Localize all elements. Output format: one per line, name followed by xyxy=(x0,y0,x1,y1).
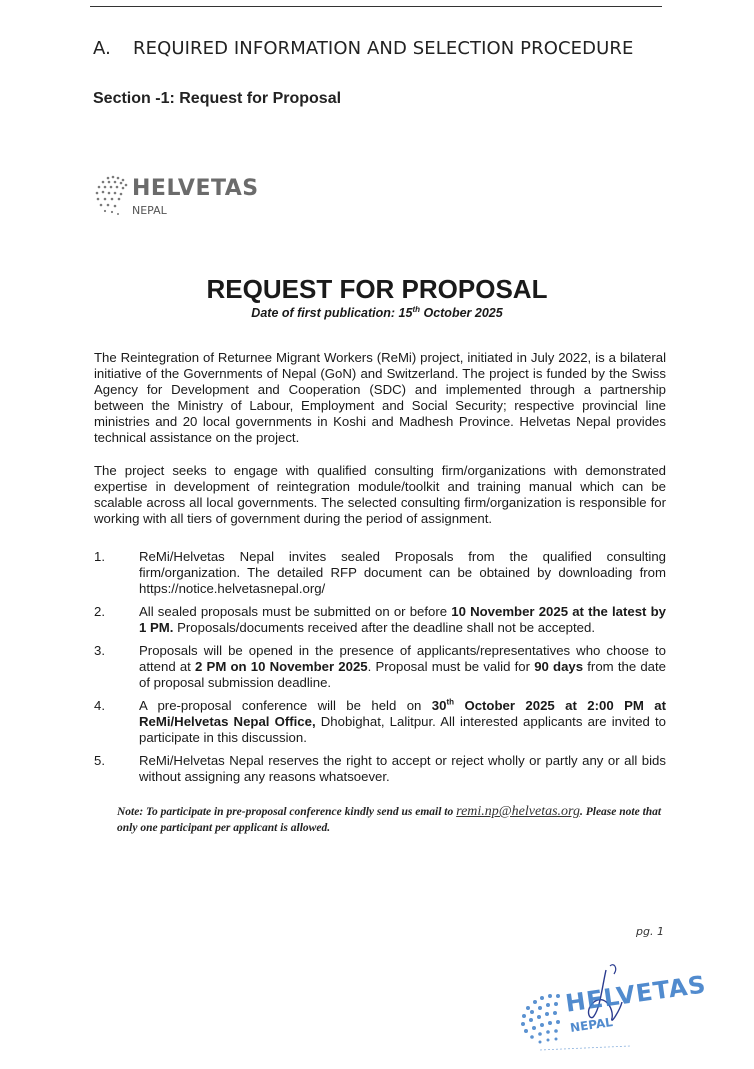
list-item xyxy=(94,643,666,691)
item-text: from the date of proposal submission deadline. xyxy=(139,659,666,690)
top-rule xyxy=(90,6,662,7)
item-text-bold: October 2025 at 2:00 PM at ReMi/Helvetas Nepal Office, xyxy=(139,698,666,729)
pubdate-suffix: October 2025 xyxy=(420,306,503,321)
item-text: ReMi/Helvetas Nepal invites sealed Proposals from the qualified consulting firm/organization. The detailed RFP document can be obtained by downloading from https://notice.helvetasnepal.org/ xyxy=(139,549,666,596)
pubdate-prefix: Date of first publication: 15 xyxy=(251,306,413,321)
globe-dots-icon xyxy=(90,172,134,218)
logo-brand-text: HELVETAS xyxy=(132,176,259,201)
item-text: Proposals/documents received after the deadline shall not be accepted. xyxy=(173,620,595,635)
item-number: 1. xyxy=(94,549,105,564)
section-a-text: REQUIRED INFORMATION AND SELECTION PROCEDURE xyxy=(133,38,634,59)
pubdate-sup: th xyxy=(412,305,420,314)
item-text: . Proposal must be valid for xyxy=(367,659,535,674)
item-text: All sealed proposals must be submitted on or before xyxy=(139,604,452,619)
intro-paragraph: The Reintegration of Returnee Migrant Workers (ReMi) project, initiated in July 2022, is a bilateral initiative of the Governments of Nepal (GoN) and Switzerland. The project is funded by the Swiss Agency for Development and Cooperation (SDC) and implemented through a partnership between the Ministry of Labour, Employment and Social Security; respective provincial line ministries and 20 local governments in Koshi and Madhesh Province. Helvetas Nepal provides technical assistance on the project. xyxy=(94,350,666,445)
item-text-bold: 30 xyxy=(431,698,447,713)
item-number: 4. xyxy=(94,698,105,713)
helvetas-stamp xyxy=(510,958,730,1058)
list-item xyxy=(94,698,666,746)
section-a-number: A. xyxy=(93,38,111,59)
note-text: Note: To participate in pre-proposal conference kindly send us email to xyxy=(117,806,457,818)
publication-date xyxy=(0,305,754,320)
stamp-sub-text: NEPAL xyxy=(569,1015,614,1035)
item-text: ReMi/Helvetas Nepal reserves the right to accept or reject wholly or partly any or all bids without assigning any reasons whatsoever. xyxy=(139,753,666,784)
list-item xyxy=(94,604,666,636)
item-sup: th xyxy=(446,697,455,707)
list-item xyxy=(94,753,666,785)
list-item xyxy=(94,549,666,597)
item-text-bold: 2 PM on 10 November 2025 xyxy=(195,659,368,674)
item-number: 2. xyxy=(94,604,105,619)
item-text: Dhobighat, Lalitpur. All interested applicants are invited to participate in this discussion. xyxy=(139,714,666,745)
page-title: REQUEST FOR PROPOSAL xyxy=(206,274,548,304)
note-paragraph xyxy=(117,804,667,836)
stamp-brand-text: HELVETAS xyxy=(563,970,709,1018)
page-number: pg. 1 xyxy=(636,925,664,938)
helvetas-logo xyxy=(90,172,290,222)
item-text-bold: 90 days xyxy=(534,659,584,674)
item-text-bold: 10 November 2025 at the latest by 1 PM. xyxy=(139,604,666,635)
instructions-list xyxy=(94,549,666,792)
section-a-heading xyxy=(93,38,633,59)
item-text: A pre-proposal conference will be held on xyxy=(139,698,432,713)
item-number: 5. xyxy=(94,753,105,768)
section-1-heading: Section -1: Request for Proposal xyxy=(93,90,342,107)
email-link[interactable]: remi.np@helvetas.org xyxy=(456,804,580,819)
scope-paragraph: The project seeks to engage with qualified consulting firm/organizations with demonstrated expertise in development of reintegration module/toolkit and training manual which can be scalable across all local governments. The selected consulting firm/organization is responsible for working with all tiers of government during the period of assignment. xyxy=(94,463,666,526)
item-number: 3. xyxy=(94,643,105,658)
item-text: Proposals will be opened in the presence of applicants/representatives who choose to attend at xyxy=(139,643,666,674)
logo-sub-text: NEPAL xyxy=(132,204,167,217)
note-text: . Please note that only one participant per applicant is allowed. xyxy=(117,806,662,834)
